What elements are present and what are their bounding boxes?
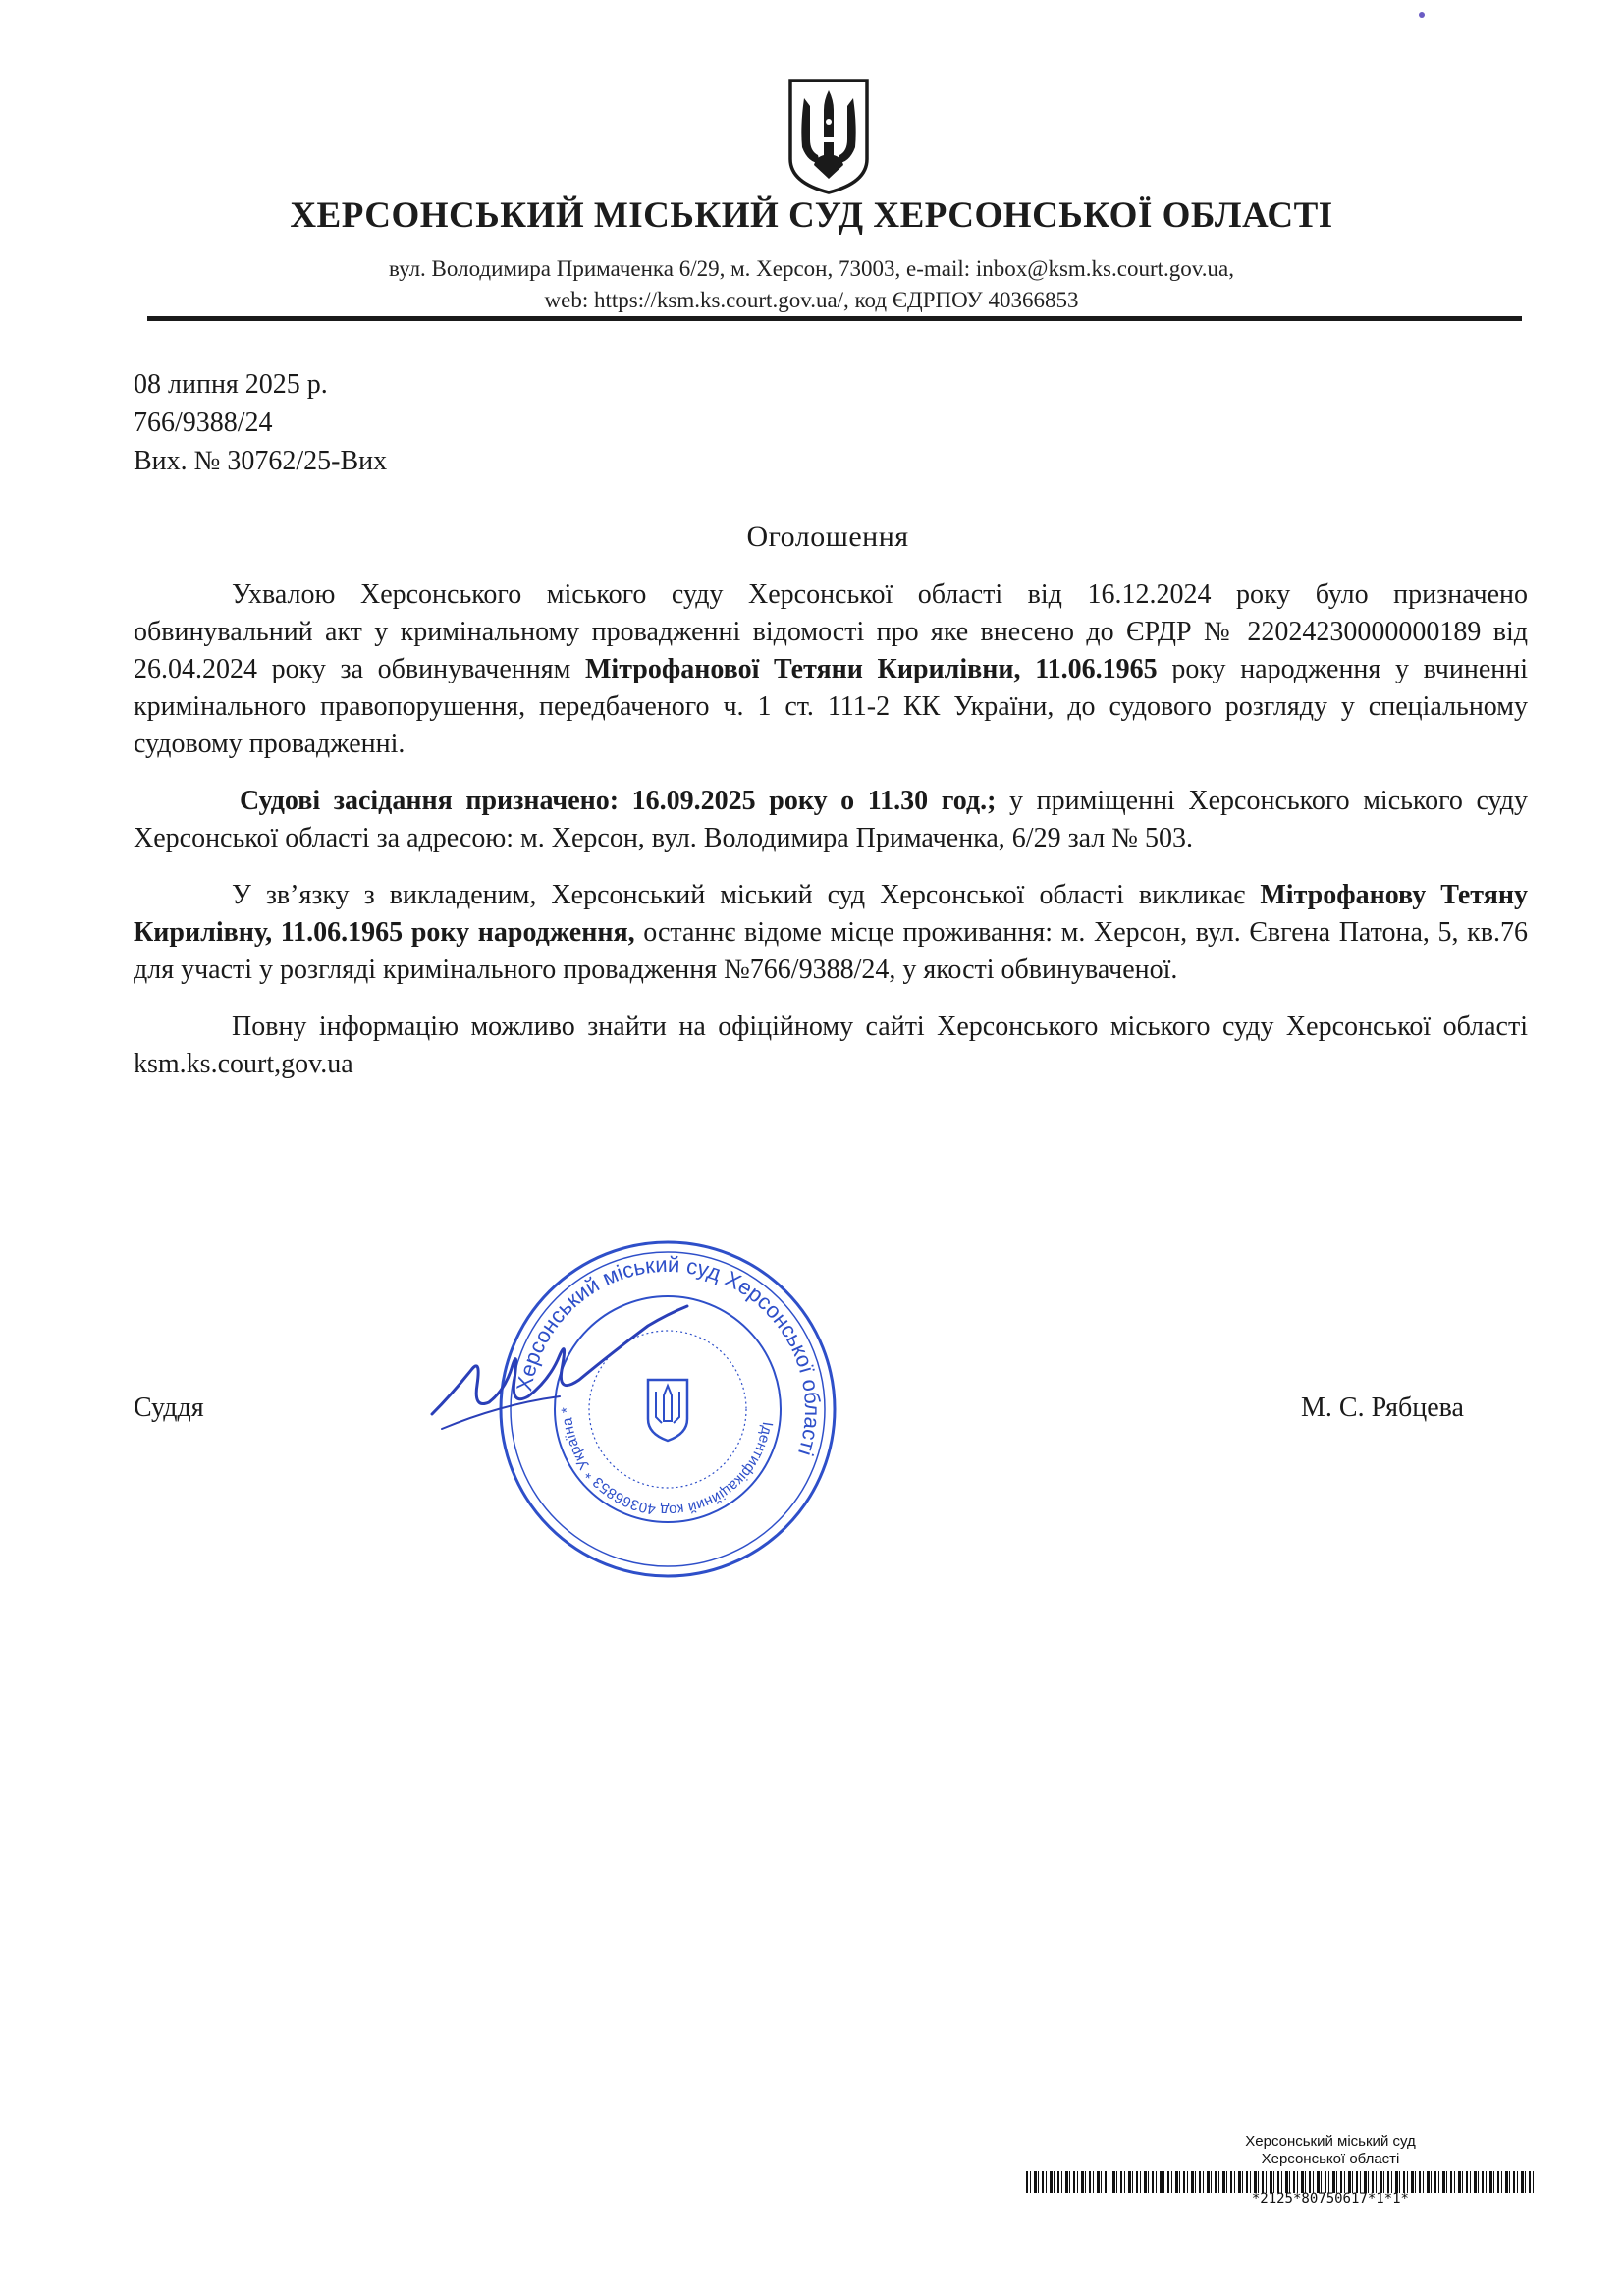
- signature-name: М. С. Рябцева: [1301, 1393, 1464, 1423]
- barcode-court-line-1: Херсонський міський суд: [1245, 2133, 1416, 2150]
- paragraph-3: [134, 877, 1528, 989]
- paragraph-4: Повну інформацію можливо знайти на офіційному сайті Херсонського міського суду Херсонської області ksm.ks.court,gov.ua: [134, 1011, 1528, 1079]
- signature-role: Суддя: [134, 1393, 204, 1423]
- barcode-code: *2125*80750617*1*1*: [1251, 2191, 1409, 2207]
- barcode-icon: [1026, 2171, 1537, 2193]
- document-meta: [134, 365, 387, 480]
- outgoing-number: Вих. № 30762/25-Вих: [134, 446, 388, 476]
- barcode-court-line-2: Херсонської області: [1261, 2151, 1400, 2167]
- paragraph-1-text-c: року народження у вчиненні кримінального правопорушення, передбаченого ч. 1 ст. 111-2 КК України, до судового розгляду у спеціальному судовому провадженні.: [134, 654, 1528, 759]
- paragraph-1-text-a: Ухвалою Херсонського міського суду Херсонської області від 16.12.2024 року було призначено обвинувальний акт у кримінальному провадженні відомості про яке внесено до ЄРДР № 22024230000000189 від 26.04.2024 року за обвинуваченням: [134, 579, 1528, 684]
- address-line-2: web: https://ksm.ks.court.gov.ua/, код ЄДРПОУ 40366853: [544, 288, 1079, 312]
- court-name: ХЕРСОНСЬКИЙ МІСЬКИЙ СУД ХЕРСОНСЬКОЇ ОБЛАСТІ: [290, 195, 1333, 236]
- announcement-body: [134, 576, 1528, 1103]
- stamp-outer-text: Херсонський міський суд Херсонської області: [512, 1251, 826, 1459]
- summoned-person: Мітрофанову Тетяну Кирилівну, 11.06.1965 року народження,: [134, 880, 1528, 948]
- defendant-name-dob: Мітрофанової Тетяни Кирилівни, 11.06.1965: [585, 654, 1158, 684]
- court-address: [0, 253, 1623, 316]
- document-date: 08 липня 2025 р.: [134, 369, 328, 400]
- header-divider: [147, 316, 1522, 321]
- paragraph-1: [134, 576, 1528, 763]
- address-line-1: вул. Володимира Примаченка 6/29, м. Херсон, 73003, e-mail: inbox@ksm.ks.court.gov.ua,: [389, 256, 1234, 281]
- judge-signature-icon: [412, 1286, 707, 1463]
- paragraph-2-text-b: у приміщенні Херсонського міського суду Херсонської області за адресою: м. Херсон, вул. Володимира Примаченка, 6/29 зал № 503.: [134, 786, 1529, 853]
- paragraph-3-text-c: останнє відоме місце проживання: м. Херсон, вул. Євгена Патона, 5, кв.76 для участі у розгляді кримінального провадження №766/9388/24, у якості обвинуваченої.: [134, 917, 1529, 985]
- scan-speck: [1419, 12, 1425, 18]
- case-number: 766/9388/24: [134, 408, 273, 438]
- paragraph-2: [134, 783, 1528, 857]
- hearing-date: Судові засідання призначено: 16.09.2025 року о 11.30 год.;: [240, 786, 997, 816]
- paragraph-3-text-a: У зв’язку з викладеним, Херсонський міський суд Херсонської області викликає: [232, 880, 1261, 910]
- coat-of-arms-icon: [786, 77, 871, 196]
- barcode-block: [1026, 2133, 1537, 2207]
- stamp-inner-text: Ідентифікаційний код 40366853 * Україна *: [558, 1407, 777, 1519]
- announcement-title: Оголошення: [746, 520, 909, 553]
